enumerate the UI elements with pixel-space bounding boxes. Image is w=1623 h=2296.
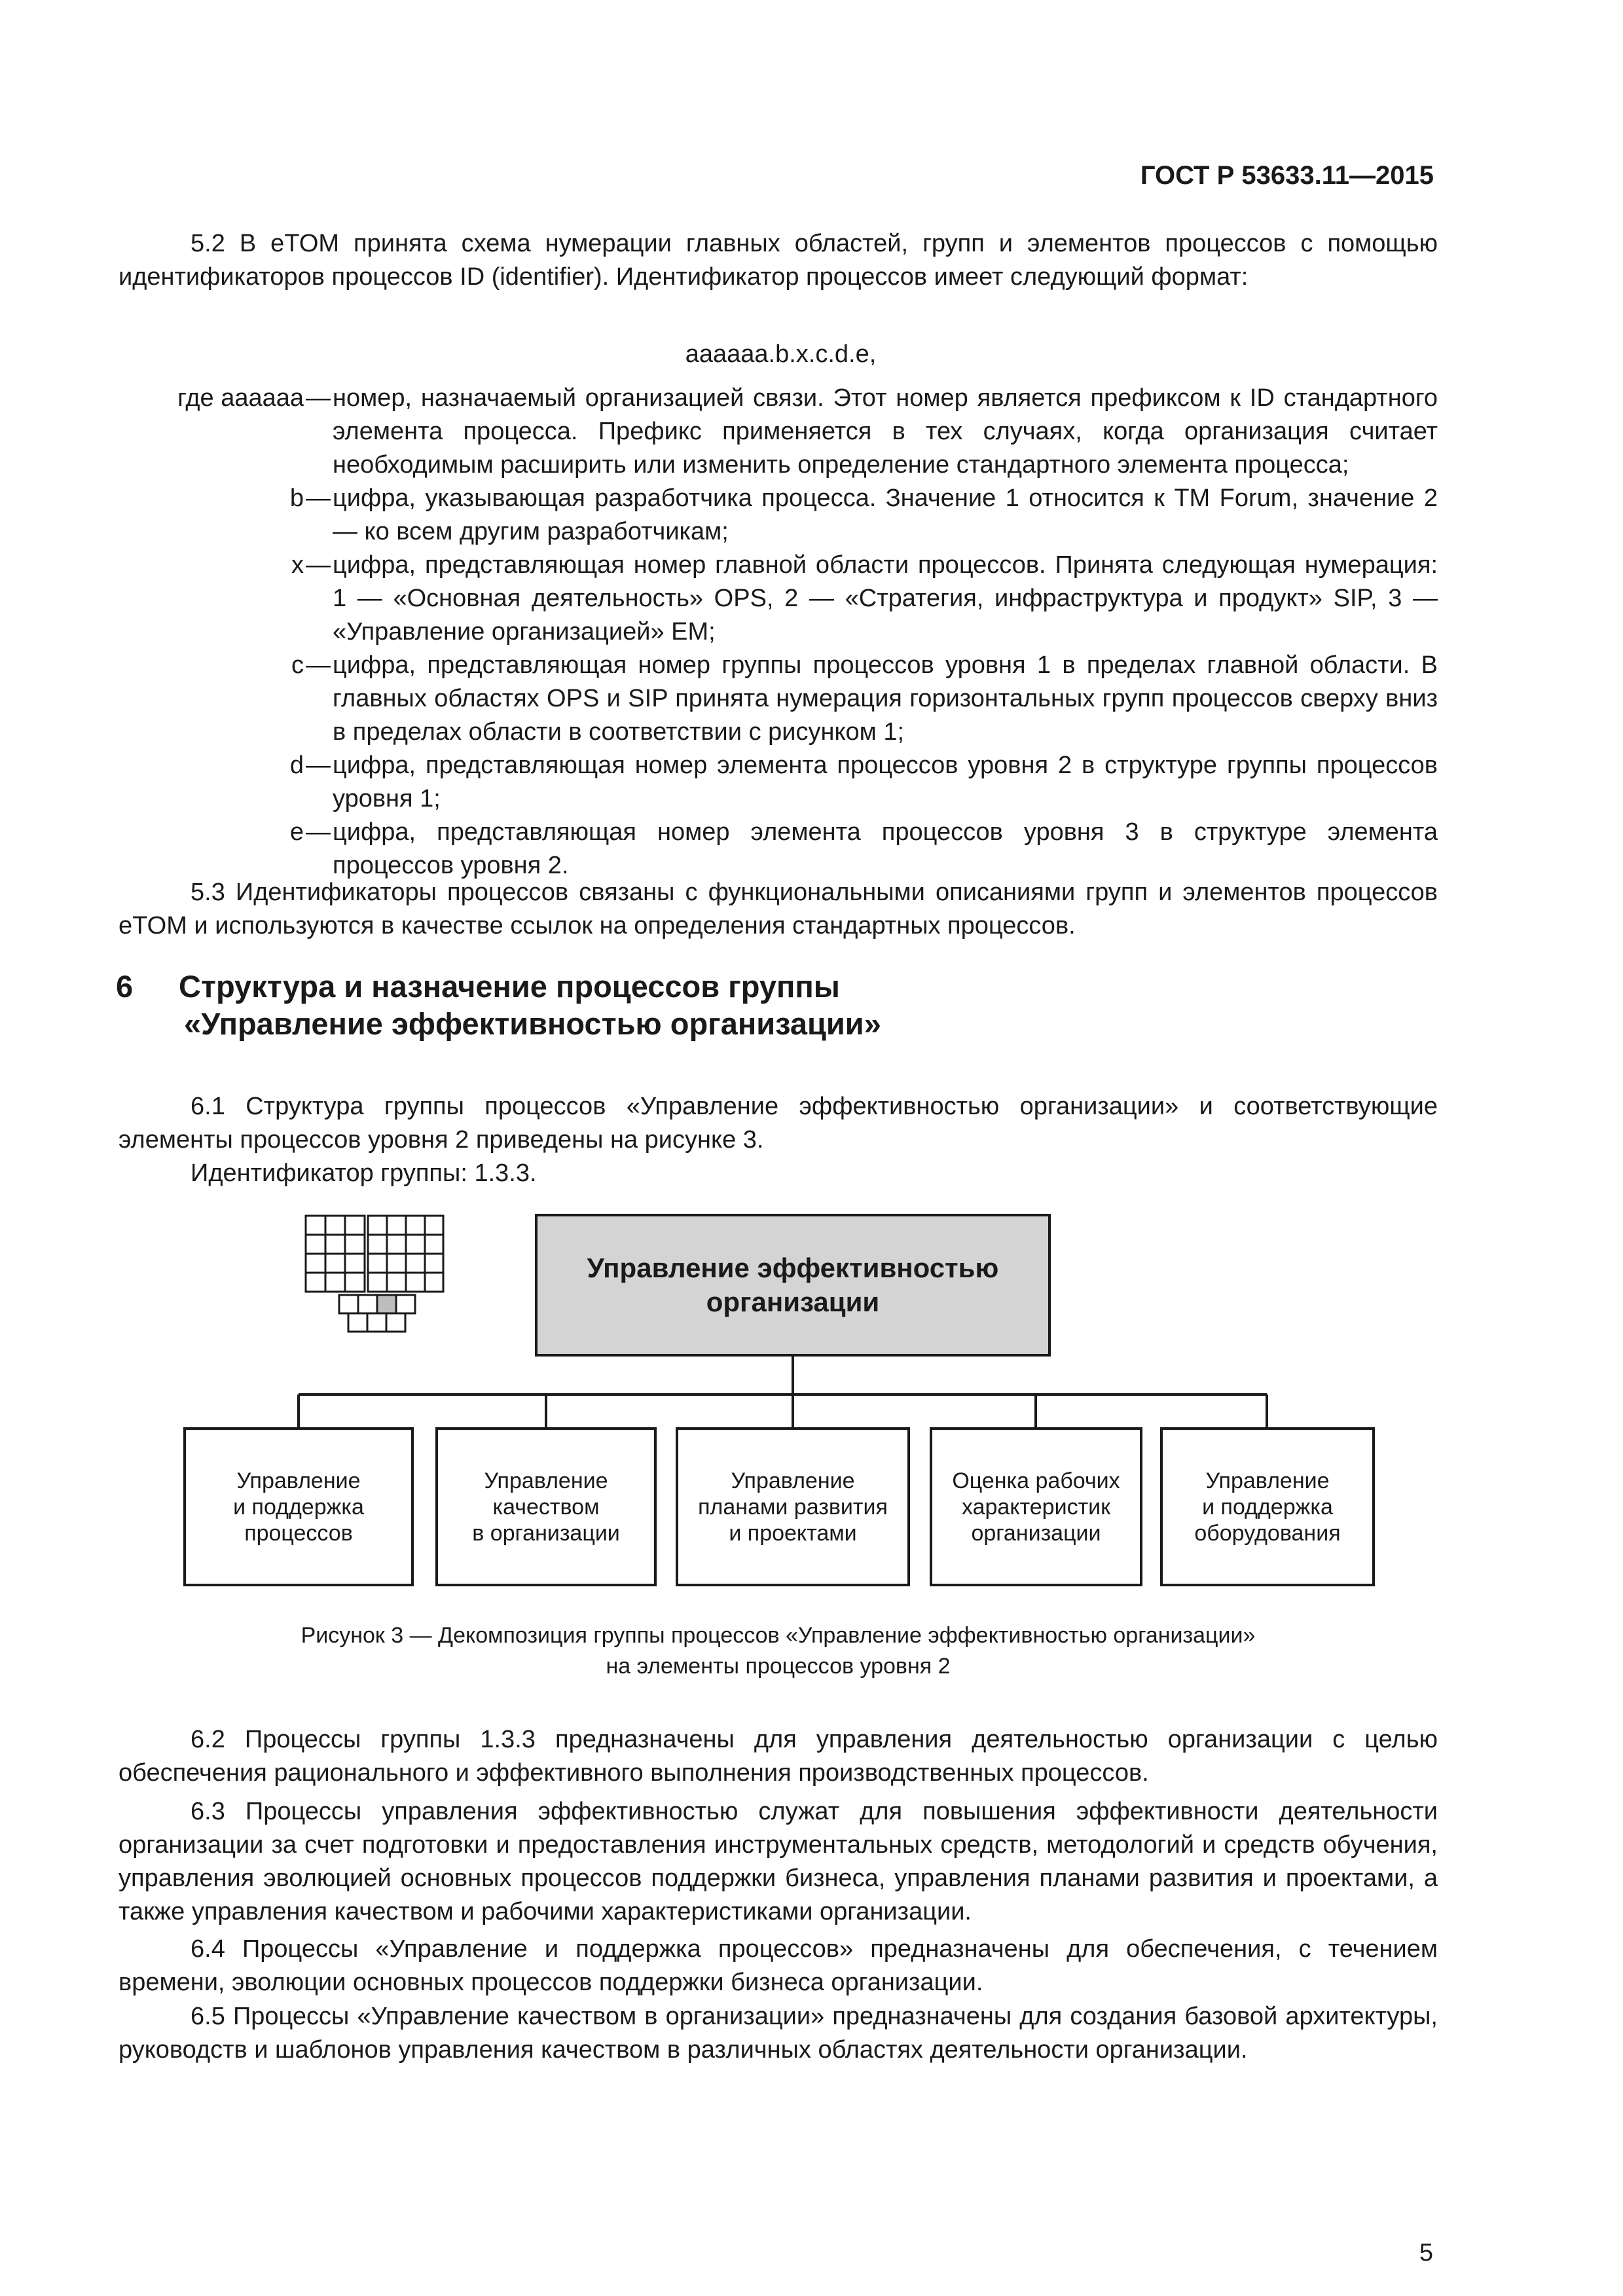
definition-term: где aaaaaa	[177, 384, 304, 412]
definition-text: цифра, представляющая номер главной области процессов. Принята следующая нумерация: 1 — «Основная деятельность» OPS, 2 — «Стратегия, инфраструктура и продукт» SIP, 3 — «Управление организацией» EM;	[333, 551, 1438, 646]
paragraph-5-2: 5.2 В eTOM принята схема нумерации главных областей, групп и элементов процессов с помощью идентификаторов процессов ID (identifier). Идентификатор процессов имеет следующий формат:	[119, 230, 1438, 291]
child-process-box: Управление и поддержка процессов	[183, 1427, 414, 1586]
figure-caption: Рисунок 3 — Декомпозиция группы процессов «Управление эффективностью организации» на элементы процессов уровня 2	[301, 1623, 1256, 1679]
id-format-formula: aaaaaa.b.x.c.d.e,	[685, 340, 877, 368]
section-title-line2: «Управление эффективностью организации»	[184, 1006, 881, 1041]
document-header: ГОСТ Р 53633.11—2015	[1140, 161, 1434, 190]
connector-lines	[299, 1356, 1267, 1428]
child-process-box: Управление планами развития и проектами	[676, 1427, 910, 1586]
definition-term: x	[291, 551, 304, 579]
definition-row: e — цифра, представляющая номер элемента процессов уровня 3 в структуре элемента процессов уровня 2.	[119, 816, 1438, 883]
definition-term: c	[291, 651, 304, 679]
paragraph-6-1: 6.1 Структура группы процессов «Управление эффективностью организации» и соответствующие элементы процессов уровня 2 приведены на рисунке 3.	[119, 1093, 1438, 1154]
section-number: 6	[116, 969, 134, 1004]
child-process-box: Управление качеством в организации	[435, 1427, 657, 1586]
definition-text: цифра, представляющая номер элемента процессов уровня 2 в структуре группы процессов уровня 1;	[333, 752, 1438, 812]
definition-term: e	[289, 818, 304, 846]
group-identifier: Идентификатор группы: 1.3.3.	[191, 1159, 537, 1187]
section-title-line1: Структура и назначение процессов группы	[179, 969, 840, 1004]
definition-term: d	[289, 752, 304, 779]
etom-grid-icon	[306, 1216, 443, 1332]
definition-row: x — цифра, представляющая номер главной области процессов. Принята следующая нумерация: 1 — «Основная деятельность» OPS, 2 — «Стратегия, инфраструктура и продукт» SIP, 3 — «Управление организацией» EM;	[119, 549, 1438, 649]
child-process-box: Управление и поддержка оборудования	[1160, 1427, 1375, 1586]
paragraph-6-3: 6.3 Процессы управления эффективностью служат для повышения эффективности деятельности организации за счет подготовки и предоставления инструментальных средств, методологий и средств обучения, управления эволюцией основных процессов поддержки бизнеса, управления планами развития и проектами, а также управления качеством и рабочими характеристиками организации.	[119, 1798, 1438, 1925]
definition-text: номер, назначаемый организацией связи. Этот номер является префиксом к ID стандартного элемента процесса. Префикс применяется в тех случаях, когда организация считает необходимым расширить или изменить определение стандартного элемента процесса;	[333, 384, 1438, 479]
definition-row: b — цифра, указывающая разработчика процесса. Значение 1 относится к TM Forum, значение 2 — ко всем другим разработчикам;	[119, 482, 1438, 549]
definition-row: c — цифра, представляющая номер группы процессов уровня 1 в пределах главной области. В главных областях OPS и SIP принята нумерация горизонтальных групп процессов сверху вниз в пределах области в соответствии с рисунком 1;	[119, 649, 1438, 749]
definition-text: цифра, представляющая номер элемента процессов уровня 3 в структуре элемента процессов уровня 2.	[333, 818, 1438, 879]
definition-row: d — цифра, представляющая номер элемента процессов уровня 2 в структуре группы процессов уровня 1;	[119, 749, 1438, 816]
child-process-box: Оценка рабочих характеристик организации	[930, 1427, 1142, 1586]
page-number: 5	[1419, 2239, 1433, 2267]
paragraph-6-5: 6.5 Процессы «Управление качеством в организации» предназначены для создания базовой архитектуры, руководств и шаблонов управления качеством в различных областях деятельности организации.	[119, 2003, 1438, 2064]
definition-row: где aaaaaa — номер, назначаемый организацией связи. Этот номер является префиксом к ID стандартного элемента процесса. Префикс применяется в тех случаях, когда организация считает необходимым расширить или изменить определение стандартного элемента процесса;	[119, 382, 1438, 482]
definition-text: цифра, представляющая номер группы процессов уровня 1 в пределах главной области. В главных областях OPS и SIP принята нумерация горизонтальных групп процессов сверху вниз в пределах области в соответствии с рисунком 1;	[333, 651, 1438, 746]
paragraph-5-3: 5.3 Идентификаторы процессов связаны с функциональными описаниями групп и элементов процессов eTOM и используются в качестве ссылок на определения стандартных процессов.	[119, 879, 1438, 939]
root-process-box: Управление эффективностью организации	[535, 1214, 1051, 1357]
paragraph-6-2: 6.2 Процессы группы 1.3.3 предназначены для управления деятельностью организации с целью обеспечения рационального и эффективного выполнения производственных процессов.	[119, 1726, 1438, 1787]
definition-text: цифра, указывающая разработчика процесса. Значение 1 относится к TM Forum, значение 2 — ко всем другим разработчикам;	[333, 484, 1438, 545]
definition-term: b	[289, 484, 304, 512]
paragraph-6-4: 6.4 Процессы «Управление и поддержка процессов» предназначены для обеспечения, с течением времени, эволюции основных процессов поддержки бизнеса организации.	[119, 1935, 1438, 1996]
